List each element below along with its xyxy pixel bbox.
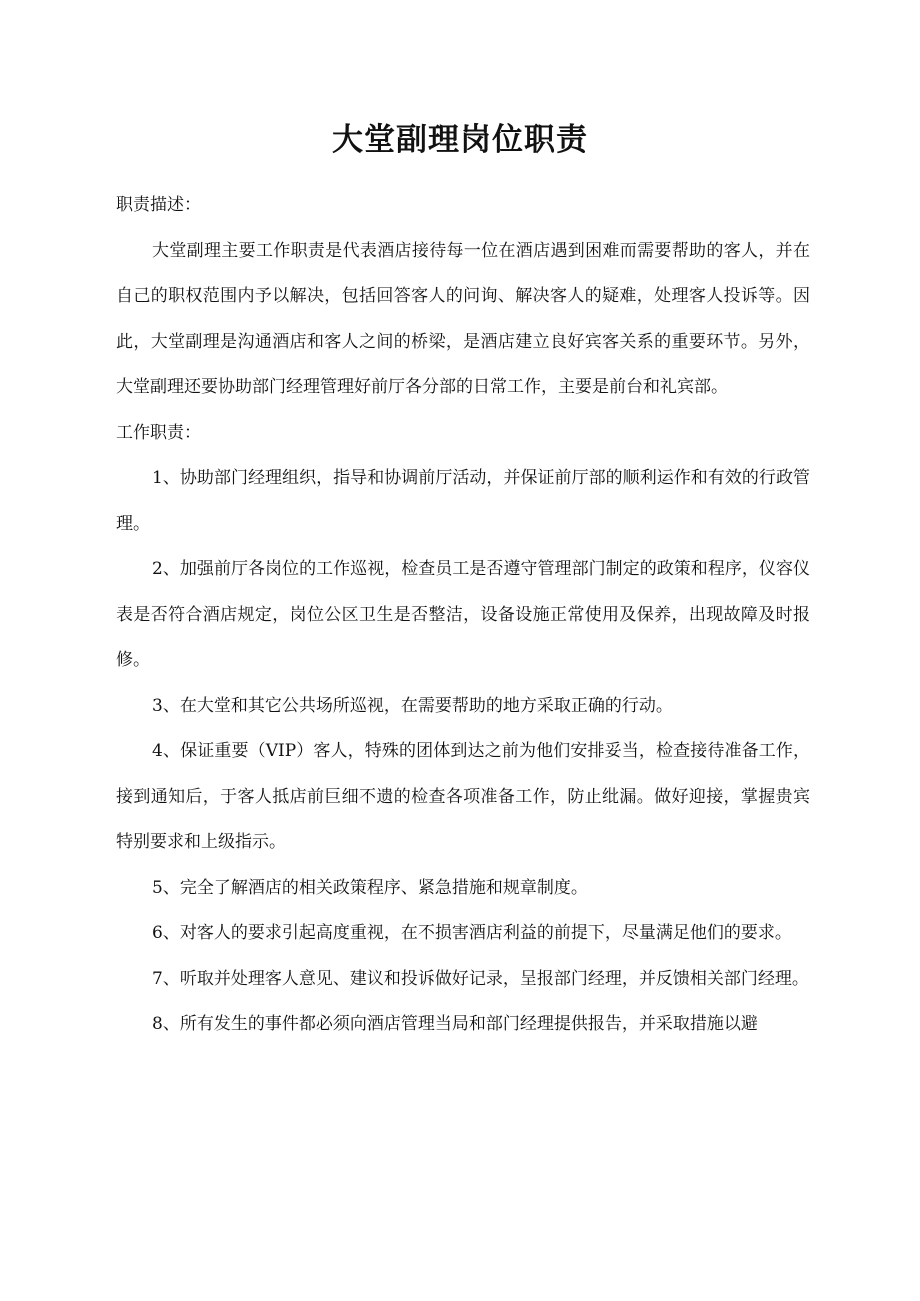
duty-item-1: 1、协助部门经理组织，指导和协调前厅活动，并保证前厅部的顺利运作和有效的行政管理。 — [116, 468, 810, 534]
duty-item-3: 3、在大堂和其它公共场所巡视，在需要帮助的地方采取正确的行动。 — [152, 695, 673, 716]
description-heading: 职责描述： — [116, 195, 201, 215]
duty-item-8: 8、所有发生的事件都必须向酒店管理当局和部门经理提供报告，并采取措施以避 — [152, 1014, 758, 1034]
duty-item-4: 4、保证重要（VIP）客人，特殊的团体到达之前为他们安排妥当，检查接待准备工作，接到通知后，于客人抵店前巨细不遗的检查各项准备工作，防止纰漏。做好迎接，掌握贵宾特别要求和上级指示。 — [116, 741, 810, 852]
document-title: 大堂副理岗位职责 — [332, 122, 588, 158]
duty-item-6: 6、对客人的要求引起高度重视，在不损害酒店利益的前提下，尽量满足他们的要求。 — [152, 923, 792, 943]
document-body — [116, 183, 810, 1048]
description-paragraph: 大堂副理主要工作职责是代表酒店接待每一位在酒店遇到困难而需要帮助的客人，并在自己的职权范围内予以解决，包括回答客人的问询、解决客人的疑难，处理客人投诉等。因此，大堂副理是沟通酒店和客人之间的桥梁，是酒店建立良好宾客关系的重要环节。另外，大堂副理还要协助部门经理管理好前厅各分部的日常工作，主要是前台和礼宾部。 — [116, 240, 810, 397]
duty-item-2: 2、加强前厅各岗位的工作巡视，检查员工是否遵守管理部门制定的政策和程序，仪容仪表是否符合酒店规定，岗位公区卫生是否整洁，设备设施正常使用及保养，出现故障及时报修。 — [116, 559, 810, 670]
duty-item-7: 7、听取并处理客人意见、建议和投诉做好记录，呈报部门经理，并反馈相关部门经理。 — [152, 968, 809, 989]
duties-heading: 工作职责： — [116, 422, 201, 443]
duty-item-5: 5、完全了解酒店的相关政策程序、紧急措施和规章制度。 — [152, 877, 588, 898]
